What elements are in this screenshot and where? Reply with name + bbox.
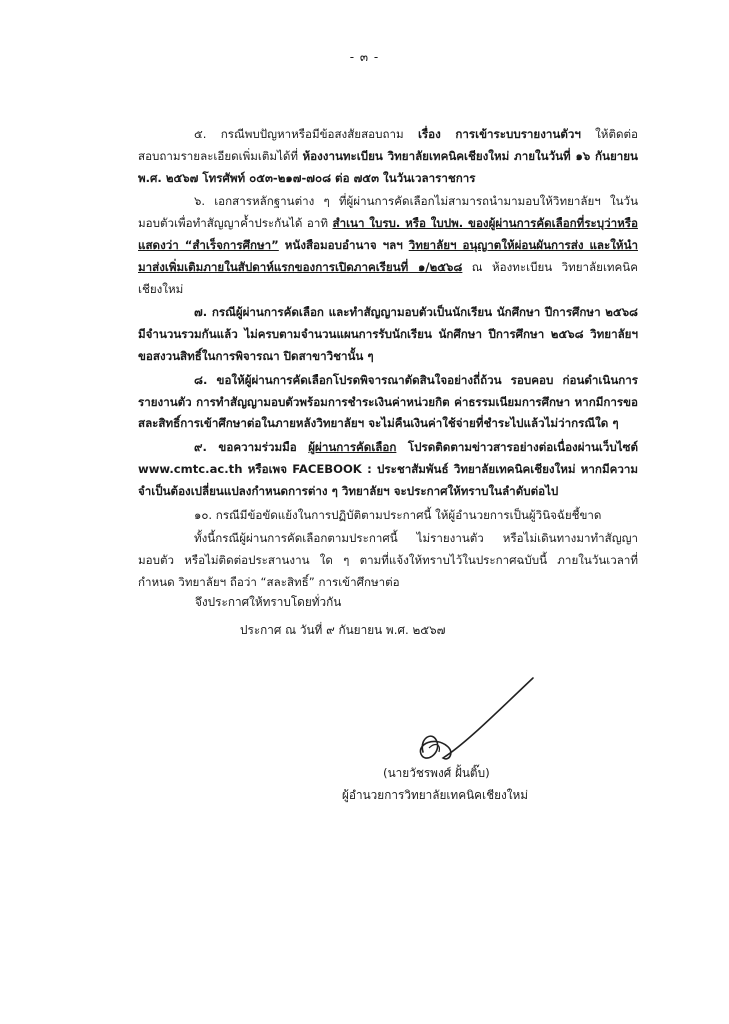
- text-segment: โปรดติดตามข่าวสารอย่างต่อเนื่องผ่านเว็บไซต์ www.cmtc.ac.th หรือเพจ FACEBOOK : ประชาสัมพันธ์ วิทยาลัยเทคนิคเชียงใหม่ หากมีความจำเป็นต้องเปลี่ยนแปลงกำหนดการต่าง ๆ วิทยาลัยฯ จะประกาศให้ทราบในลำดับต่อไป: [138, 440, 638, 498]
- signer-name: (นายวัชรพงศ์ ฝั้นติ๊บ): [383, 766, 490, 780]
- text-segment: ห้องงานทะเบียน วิทยาลัยเทคนิคเชียงใหม่ ภายในวันที่ ๑๖ กันยายน พ.ศ. ๒๕๖๗ โทรศัพท์ ๐๕๓-๒๑๗-๗๐๘ ต่อ ๗๕๓ ในวันเวลาราชการ: [138, 148, 638, 185]
- paragraph-item-10: [138, 505, 638, 527]
- text-segment: เรื่อง การเข้าระบบรายงานตัวฯ: [417, 127, 581, 141]
- text-segment: ผู้ผ่านการคัดเลือก: [308, 440, 397, 455]
- text-segment: ให้ติดต่อสอบถามรายละเอียดเพิ่มเติมได้ที่: [138, 127, 638, 163]
- paragraph-item-7: [138, 302, 638, 367]
- text-segment: ทั้งนี้กรณีผู้ผ่านการคัดเลือกตามประกาศนี้ ไม่รายงานตัว หรือไม่เดินทางมาทำสัญญามอบตัว หรือไม่ติดต่อประสานงาน ใด ๆ ตามที่แจ้งให้ทราบไว้ในประกาศฉบับนี้ ภายในวันเวลาที่กำหนด วิทยาลัยฯ ถือว่า “สละสิทธิ์” การเข้าศึกษาต่อ: [138, 531, 638, 589]
- text-segment: วิทยาลัยฯ อนุญาตให้ผ่อนผันการส่ง และให้นำมาส่งเพิ่มเติมภายในสัปดาห์แรกของการเปิดภาคเรียนที่ ๑/๒๕๖๘: [138, 237, 638, 274]
- text-segment: ๕. กรณีพบปัญหาหรือมีข้อสงสัยสอบถาม: [194, 127, 418, 141]
- text-segment: หนังสือมอบอำนาจ ฯลฯ: [278, 237, 409, 252]
- text-segment: ๘. ขอให้ผู้ผ่านการคัดเลือกโปรดพิจารณาตัดสินใจอย่างถี่ถ้วน รอบคอบ ก่อนดำเนินการรายงานตัว การทำสัญญามอบตัวพร้อมการชำระเงินค่าหน่วยกิต ค่าธรรมเนียมการศึกษา หากมีการขอสละสิทธิ์การเข้าศึกษาต่อในภายหลังวิทยาลัยฯ จะไม่คืนเงินค่าใช้จ่ายที่ชำระไปแล้วไม่ว่ากรณีใด ๆ: [138, 372, 638, 431]
- handwritten-signature: [395, 672, 535, 772]
- announcement-date: ประกาศ ณ วันที่ ๙ กันยายน พ.ศ. ๒๕๖๗: [240, 623, 446, 637]
- text-segment: ๗. กรณีผู้ผ่านการคัดเลือก และทำสัญญามอบตัวเป็นนักเรียน นักศึกษา ปีการศึกษา ๒๕๖๘ มีจำนวนรวมกันแล้ว ไม่ครบตามจำนวนแผนการรับนักเรียน นักศึกษา ปีการศึกษา ๒๕๖๘ วิทยาลัยฯ ขอสงวนสิทธิ์ในการพิจารณา ปิดสาขาวิชานั้น ๆ: [138, 305, 638, 363]
- paragraph-summary: [138, 528, 638, 593]
- page-number: - ๓ -: [349, 50, 380, 64]
- text-segment: ๖. เอกสารหลักฐานต่าง ๆ ที่ผู้ผ่านการคัดเลือกไม่สามารถนำมามอบให้วิทยาลัยฯ ในวันมอบตัวเพื่อทำสัญญาค้ำประกันได้ อาทิ: [138, 194, 638, 231]
- paragraph-item-8: [138, 370, 638, 435]
- closing-line: จึงประกาศให้ทราบโดยทั่วกัน: [195, 595, 342, 609]
- announcement-body: [138, 124, 638, 596]
- text-segment: ณ ห้องทะเบียน วิทยาลัยเทคนิคเชียงใหม่: [138, 259, 638, 296]
- text-segment: ๑๐. กรณีมีข้อขัดแย้งในการปฏิบัติตามประกาศนี้ ให้ผู้อำนวยการเป็นผู้วินิจฉัยชี้ขาด: [194, 507, 602, 522]
- paragraph-item-9: [138, 437, 638, 502]
- text-segment: สำเนา ใบรบ. หรือ ใบปพ. ของผู้ผ่านการคัดเลือกที่ระบุว่าหรือแสดงว่า “สำเร็จการศึกษา”: [138, 216, 638, 252]
- text-segment: ๙. ขอความร่วมมือ: [194, 440, 309, 455]
- paragraph-item-6: [138, 191, 638, 300]
- signer-position: ผู้อำนวยการวิทยาลัยเทคนิคเชียงใหม่: [342, 788, 529, 802]
- paragraph-item-5: [138, 124, 638, 189]
